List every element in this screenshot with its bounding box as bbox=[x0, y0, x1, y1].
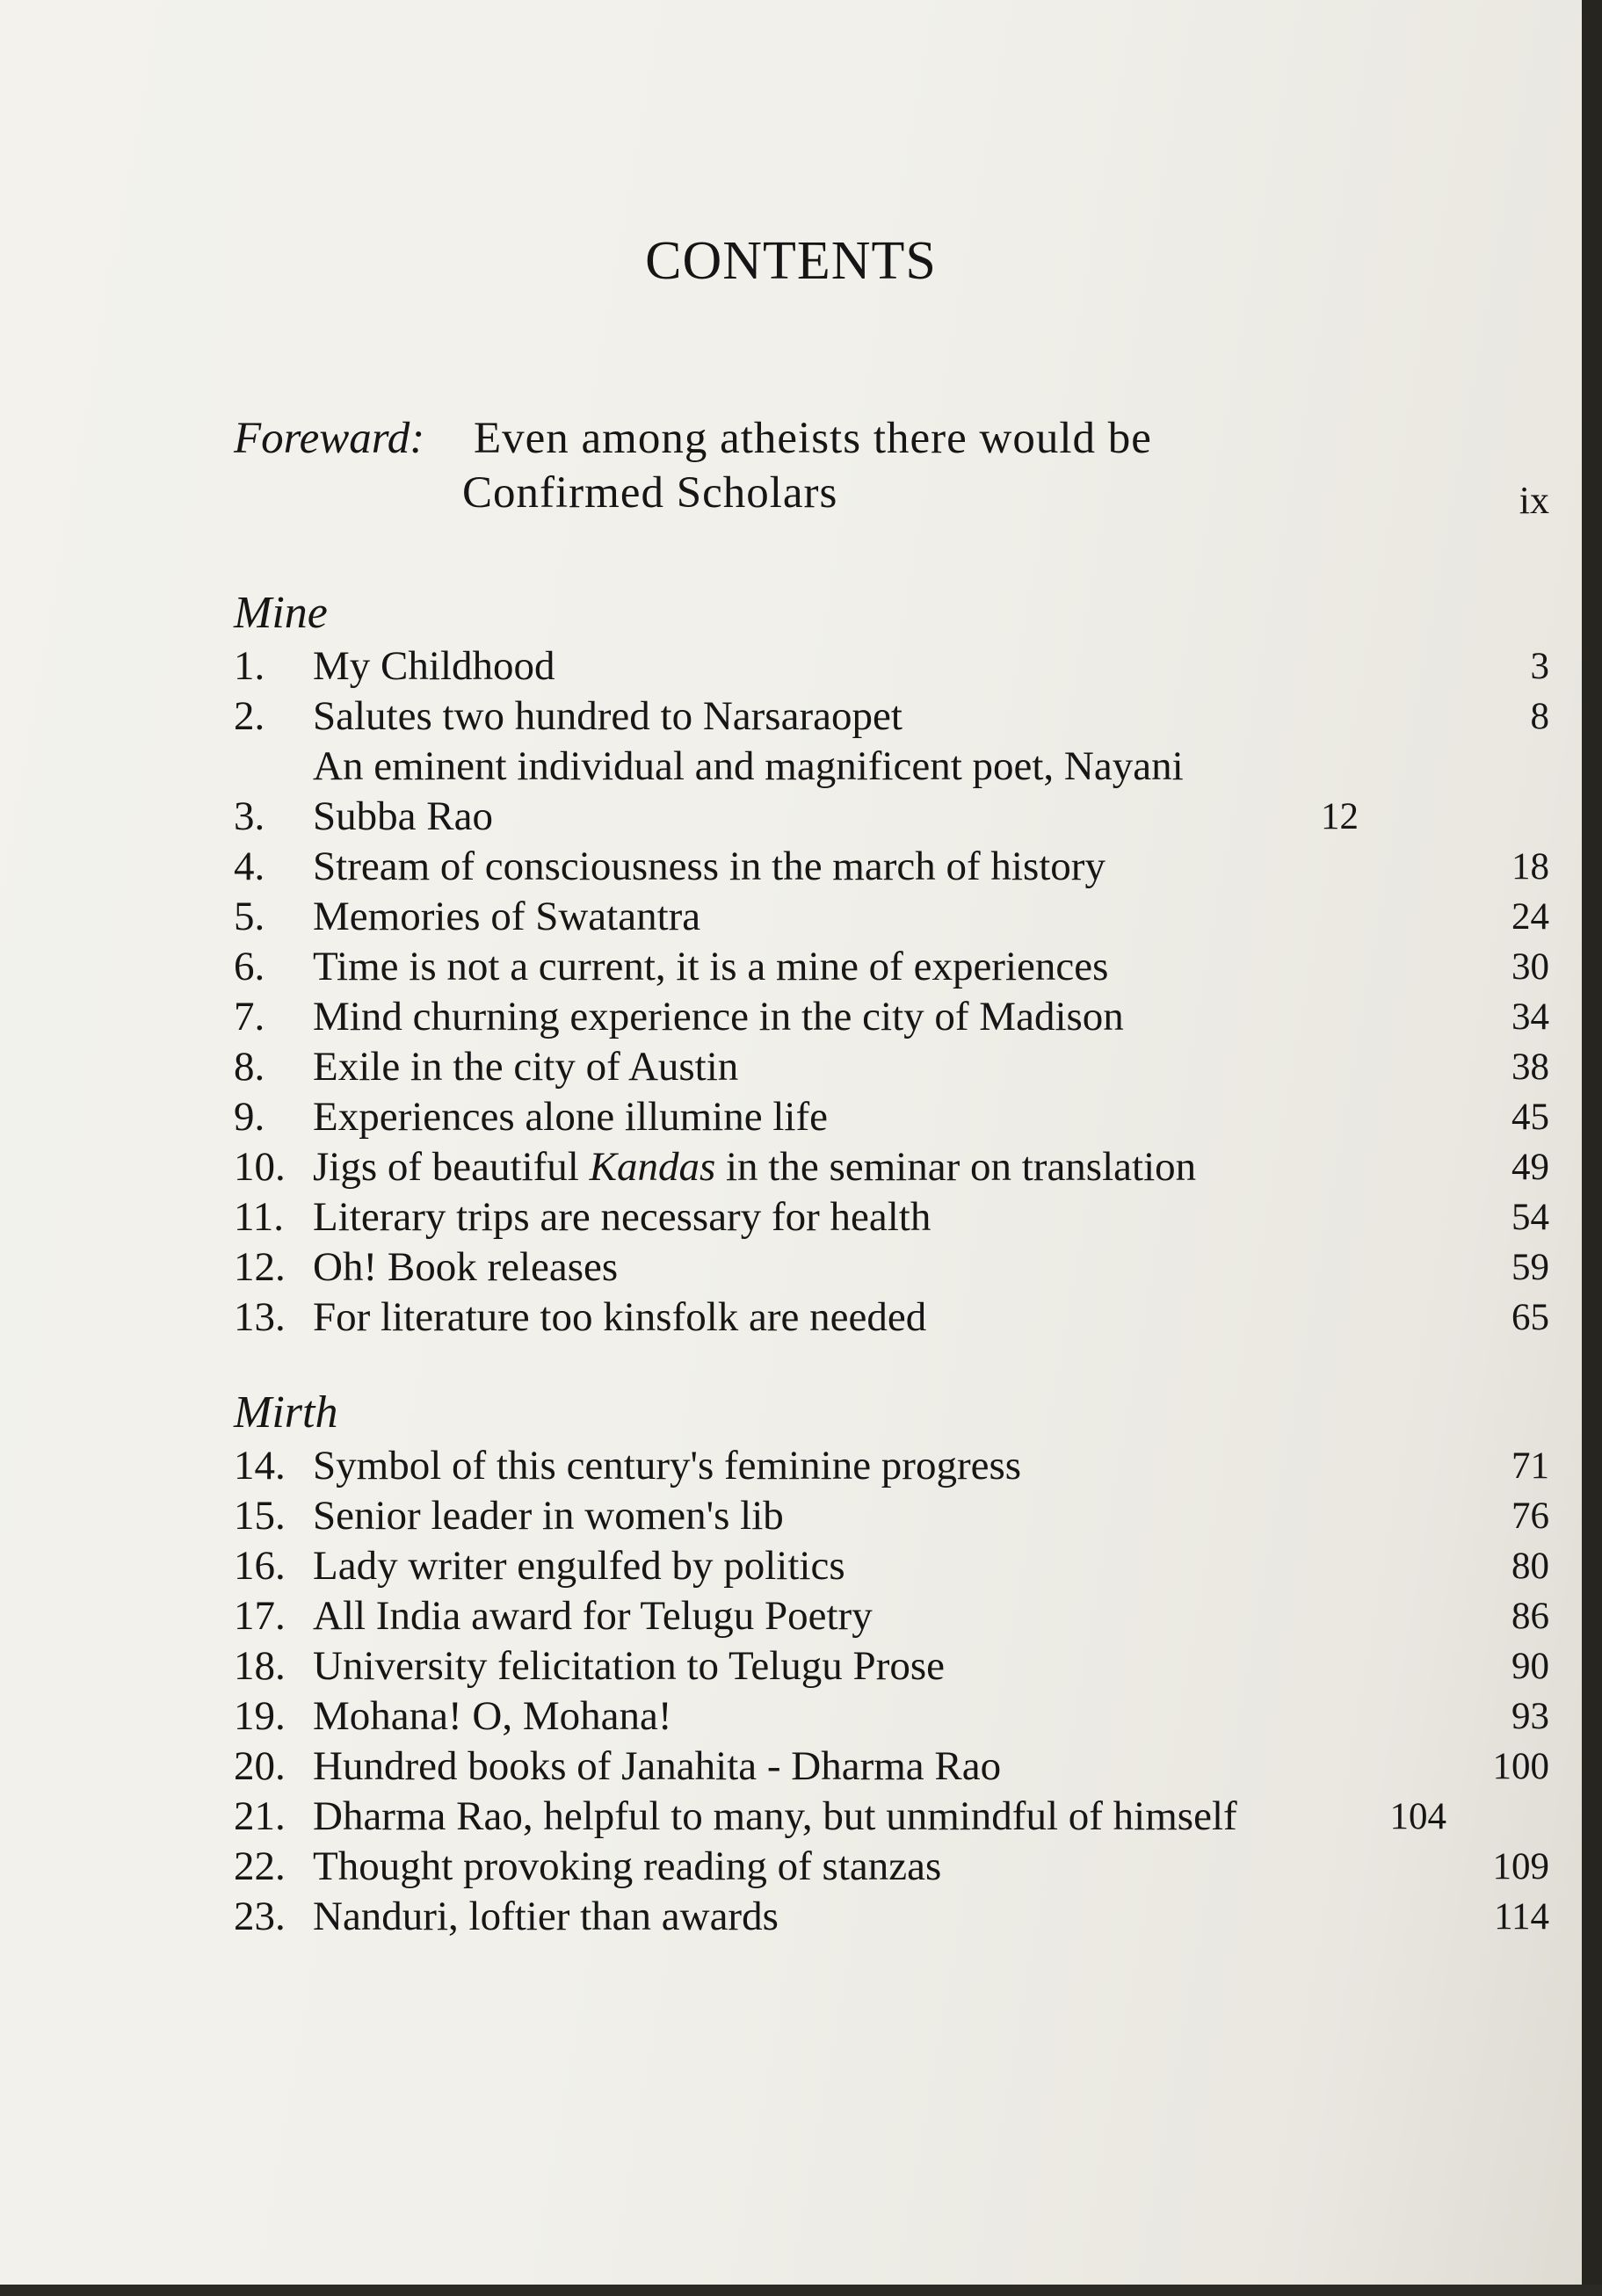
entry-page-number: 12 bbox=[1321, 796, 1359, 837]
entry-number: 19. bbox=[234, 1693, 286, 1739]
entry-page-number: 54 bbox=[1511, 1197, 1549, 1238]
toc-entry[interactable] bbox=[234, 641, 1549, 692]
entry-title: Experiences alone illumine life bbox=[313, 1094, 828, 1140]
toc-entry[interactable] bbox=[234, 1092, 1549, 1142]
entry-number: 13. bbox=[234, 1294, 286, 1340]
section-mirth bbox=[234, 1385, 1549, 1942]
entry-title: Mind churning experience in the city of Madison bbox=[313, 994, 1124, 1039]
entry-title: Oh! Book releases bbox=[313, 1244, 619, 1290]
entry-number: 4. bbox=[234, 844, 265, 889]
entry-title-part: Jigs of beautiful bbox=[313, 1144, 590, 1190]
entry-page-number: 34 bbox=[1511, 996, 1549, 1038]
entry-page-number: 80 bbox=[1511, 1546, 1549, 1587]
entry-title: Exile in the city of Austin bbox=[313, 1044, 739, 1090]
entry-page-number: 93 bbox=[1511, 1696, 1549, 1737]
section-title: Mirth bbox=[234, 1387, 338, 1438]
entry-title: Symbol of this century's feminine progress bbox=[313, 1443, 1022, 1488]
entry-page-number: 86 bbox=[1511, 1596, 1549, 1637]
entry-number: 17. bbox=[234, 1593, 286, 1639]
toc-entry[interactable] bbox=[234, 1293, 1549, 1343]
toc-entry[interactable] bbox=[234, 1441, 1549, 1491]
entry-title: Dharma Rao, helpful to many, but unmindful of himself bbox=[313, 1793, 1237, 1839]
entry-page-number: 8 bbox=[1530, 696, 1549, 737]
toc-entry[interactable] bbox=[234, 742, 1549, 842]
entry-number: 11. bbox=[234, 1194, 285, 1240]
entry-title: My Childhood bbox=[313, 643, 555, 689]
toc-entry[interactable] bbox=[234, 1591, 1549, 1641]
entry-page-number: 104 bbox=[1389, 1796, 1446, 1837]
toc-entry[interactable] bbox=[234, 1192, 1549, 1242]
entry-page-number: 38 bbox=[1511, 1047, 1549, 1088]
entry-number: 12. bbox=[234, 1244, 286, 1290]
toc-entry[interactable] bbox=[234, 1491, 1549, 1541]
entry-title: Literary trips are necessary for health bbox=[313, 1194, 931, 1240]
toc-entry[interactable] bbox=[234, 1892, 1549, 1942]
toc-entry[interactable] bbox=[234, 1691, 1549, 1742]
entry-number: 21. bbox=[234, 1793, 286, 1839]
entry-page-number: 76 bbox=[1511, 1496, 1549, 1537]
section-title: Mine bbox=[234, 588, 328, 638]
entry-number: 1. bbox=[234, 643, 265, 689]
toc-entry[interactable] bbox=[234, 1541, 1549, 1591]
toc-entry[interactable] bbox=[234, 1242, 1549, 1293]
entry-number: 8. bbox=[234, 1044, 265, 1090]
entry-title: Time is not a current, it is a mine of experiences bbox=[313, 944, 1109, 989]
entry-number: 15. bbox=[234, 1493, 286, 1539]
entry-title: Senior leader in women's lib bbox=[313, 1493, 784, 1539]
entry-page-number: 65 bbox=[1511, 1297, 1549, 1338]
page-edge-shadow bbox=[1582, 0, 1602, 2296]
entry-number: 7. bbox=[234, 994, 265, 1039]
entry-page-number: 114 bbox=[1494, 1896, 1549, 1937]
entry-title: Lady writer engulfed by politics bbox=[313, 1543, 845, 1589]
entry-page-number: 3 bbox=[1530, 646, 1549, 687]
entry-number: 22. bbox=[234, 1843, 286, 1889]
entry-title-emphasis: Kandas bbox=[589, 1144, 716, 1190]
entry-title: For literature too kinsfolk are needed bbox=[313, 1294, 927, 1340]
entry-title: Nanduri, loftier than awards bbox=[313, 1894, 779, 1939]
entry-title-part: in the seminar on translation bbox=[715, 1144, 1197, 1190]
foreword-page-number: ix bbox=[1519, 479, 1549, 522]
entry-number: 6. bbox=[234, 944, 265, 989]
entry-title: Salutes two hundred to Narsaraopet bbox=[313, 693, 902, 739]
entry-page-number: 49 bbox=[1511, 1147, 1549, 1188]
toc-entry[interactable] bbox=[234, 1142, 1549, 1192]
entry-number: 23. bbox=[234, 1894, 286, 1939]
toc-entry[interactable] bbox=[234, 942, 1549, 992]
entry-number: 10. bbox=[234, 1144, 286, 1190]
toc-entry[interactable] bbox=[234, 692, 1549, 742]
foreword-title-line2: Confirmed Scholars bbox=[462, 468, 838, 518]
entry-page-number: 30 bbox=[1511, 946, 1549, 988]
entry-number: 2. bbox=[234, 693, 265, 739]
entry-title bbox=[313, 1142, 1461, 1192]
entry-number: 18. bbox=[234, 1643, 286, 1689]
toc-entry[interactable] bbox=[234, 1641, 1549, 1691]
entry-page-number: 59 bbox=[1511, 1247, 1549, 1288]
entry-number: 20. bbox=[234, 1743, 286, 1789]
entry-page-number: 71 bbox=[1511, 1445, 1549, 1487]
table-of-contents bbox=[234, 413, 1549, 1942]
entry-title: An eminent individual and magnificent poet, Nayani Subba Rao bbox=[313, 743, 1184, 839]
entry-title: All India award for Telugu Poetry bbox=[313, 1593, 873, 1639]
entry-title: University felicitation to Telugu Prose bbox=[313, 1643, 945, 1689]
toc-entry[interactable] bbox=[234, 1842, 1549, 1892]
entry-page-number: 90 bbox=[1511, 1646, 1549, 1687]
entry-page-number: 100 bbox=[1492, 1746, 1549, 1787]
entry-page-number: 18 bbox=[1511, 846, 1549, 887]
entry-number: 14. bbox=[234, 1443, 286, 1488]
entry-title: Thought provoking reading of stanzas bbox=[313, 1843, 942, 1889]
foreword-label: Foreward: bbox=[234, 414, 425, 463]
entry-page-number: 45 bbox=[1511, 1097, 1549, 1138]
entry-page-number: 109 bbox=[1492, 1846, 1549, 1887]
toc-entry[interactable] bbox=[234, 1742, 1549, 1792]
toc-entry[interactable] bbox=[234, 1042, 1549, 1092]
section-mine bbox=[234, 585, 1549, 1343]
toc-entry[interactable] bbox=[234, 892, 1549, 942]
entry-title: Mohana! O, Mohana! bbox=[313, 1693, 672, 1739]
toc-entry[interactable] bbox=[234, 842, 1549, 892]
page-bottom-shadow bbox=[0, 2285, 1602, 2296]
entry-number: 5. bbox=[234, 894, 265, 939]
entry-title: Hundred books of Janahita - Dharma Rao bbox=[313, 1743, 1002, 1789]
entry-title: Stream of consciousness in the march of history bbox=[313, 844, 1105, 889]
entry-title: Memories of Swatantra bbox=[313, 894, 701, 939]
foreword-entry[interactable] bbox=[234, 413, 1549, 543]
foreword-title-line1: Even among atheists there would be bbox=[474, 414, 1152, 463]
toc-entry[interactable] bbox=[234, 1792, 1549, 1842]
entry-page-number: 24 bbox=[1511, 896, 1549, 938]
toc-entry[interactable] bbox=[234, 992, 1549, 1042]
entry-number: 3. bbox=[234, 793, 265, 839]
page-title: CONTENTS bbox=[645, 231, 937, 291]
entry-number: 16. bbox=[234, 1543, 286, 1589]
entry-number: 9. bbox=[234, 1094, 265, 1140]
